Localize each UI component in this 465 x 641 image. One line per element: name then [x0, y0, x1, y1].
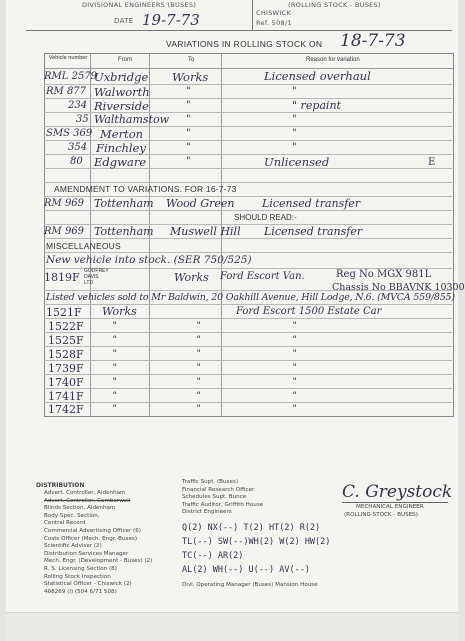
ditto-mark: " — [292, 335, 298, 345]
from-garage: Tottenham — [94, 197, 154, 210]
code-line: TL(--) SW(--)WH(2) W(2) HW(2) — [182, 537, 331, 547]
code-line: TC(--) AR(2) — [182, 551, 244, 561]
vehicle-number: 35 — [76, 114, 89, 125]
supplier: GODFREY DAVIS LTD — [84, 268, 109, 286]
to-destination: " — [186, 100, 191, 111]
to-destination: " — [186, 114, 191, 125]
row-rule — [44, 318, 452, 319]
to-destination: Works — [172, 70, 209, 84]
list-item: Advert. Controller, Aldenham — [44, 490, 126, 496]
ditto-mark: " — [196, 377, 202, 387]
list-item: Costs Officer (Mech. Engr.-Buses) — [44, 535, 138, 542]
new-vehicle-note: New vehicle into stock. (SER 750/525) — [46, 254, 252, 266]
from-garage: Finchley — [96, 141, 146, 155]
ditto-mark: " — [292, 404, 298, 414]
to-destination: Wood Green — [166, 197, 235, 210]
ditto-mark: " — [292, 363, 298, 373]
vehicle-number: SMS 369 — [46, 128, 93, 139]
row-rule — [44, 182, 452, 183]
col-header-to: To — [188, 57, 195, 63]
vehicle-number: 1521F — [46, 306, 82, 319]
row-rule — [44, 238, 452, 239]
list-item: Blinds Section, Aldenham — [44, 505, 116, 512]
vehicle-number: RM 969 — [44, 226, 85, 237]
vehicle-description: Ford Escort Van. — [220, 271, 305, 282]
from-garage: Uxbridge — [94, 70, 149, 84]
ditto-mark: " — [292, 377, 298, 387]
code-line: AL(2) WH(--) U(--) AV(--) — [182, 565, 310, 575]
list-item: Advert. Controller, Camberwell — [44, 497, 131, 504]
vehicle-number: 234 — [68, 100, 88, 111]
ditto-mark: " — [196, 349, 202, 359]
reason: Licensed transfer — [262, 197, 361, 210]
form-title-date: 18-7-73 — [340, 31, 406, 51]
signature-rule — [342, 502, 448, 503]
misc-heading: MISCELLANEOUS — [46, 241, 121, 251]
vehicle-number: 1742F — [48, 403, 84, 416]
list-item: Traffic Supt. (Buses) — [182, 479, 238, 485]
col-header-reason: Reason for variation — [306, 57, 360, 63]
form-title: VARIATIONS IN ROLLING STOCK ON — [166, 39, 323, 49]
list-item: Distribution Services Manager — [44, 550, 129, 557]
from-garage: Riverside — [94, 99, 149, 113]
header-place: CHISWICK — [256, 9, 292, 17]
to-destination: Muswell Hill — [170, 225, 241, 238]
ditto-mark: " — [112, 321, 118, 331]
registration: Reg No MGX 981L — [336, 269, 432, 280]
ditto-mark: " — [112, 404, 118, 414]
ditto-mark: " — [112, 377, 118, 387]
vehicle-number: 354 — [68, 142, 88, 153]
signature: C. Greystock — [342, 482, 453, 502]
to-destination: Works — [174, 271, 209, 284]
to-destination: " — [186, 86, 191, 97]
from-garage: Edgware — [94, 155, 147, 169]
list-item: Body Spec. Section, — [44, 512, 100, 519]
list-item: Central Record — [44, 520, 86, 527]
list-item: 408269 (I) (504 6/71 508) — [44, 588, 117, 595]
list-item: Scientific Adviser (2) — [44, 543, 102, 550]
list-item: Mech. Engr. (Development - Buses) (2) — [44, 558, 153, 565]
list-item: Commercial Advertising Officer (6) — [44, 528, 141, 534]
vehicle-description: Ford Escort 1500 Estate Car — [236, 306, 382, 317]
row-rule — [44, 374, 452, 375]
list-item: R. S. Licensing Section (8) — [44, 566, 117, 572]
reason: " repaint — [292, 99, 341, 112]
vehicle-number: 1741F — [48, 390, 84, 403]
row-rule — [44, 402, 452, 403]
distribution-footer: Divl. Operating Manager (Buses) Mansion House — [182, 582, 318, 588]
ditto-mark: " — [196, 321, 202, 331]
list-item: District Engineers — [182, 509, 232, 516]
reason: " — [292, 86, 297, 97]
date-label: DATE — [114, 17, 134, 25]
should-read-note: SHOULD READ:- — [234, 213, 297, 222]
ditto-mark: " — [196, 404, 202, 414]
vehicle-number: RM 969 — [44, 198, 85, 209]
list-item: Financial Research Officer — [182, 486, 255, 493]
list-item: Statistical Officer - Chiswick (2) — [44, 581, 132, 588]
ditto-mark: " — [196, 335, 202, 345]
vehicle-number: 1528F — [48, 348, 84, 361]
from-location: Works — [102, 305, 137, 318]
reason: Licensed overhaul — [264, 69, 371, 83]
ditto-mark: " — [196, 391, 202, 401]
row-rule — [44, 332, 452, 333]
ditto-mark: " — [112, 391, 118, 401]
amendment-heading: AMENDMENT TO VARIATIONS. FOR 16-7-73 — [54, 184, 237, 194]
sold-vehicles-note: Listed vehicles sold to Mr Baldwin, 20 Oakhill Avenue, Hill Lodge, N.6. (MVCA 559/855) — [46, 292, 455, 303]
reason: " — [292, 114, 297, 125]
vehicle-number: 1740F — [48, 376, 84, 389]
vehicle-number: 80 — [70, 156, 83, 167]
reason: Unlicensed — [264, 155, 330, 169]
from-garage: Walworth — [94, 85, 150, 99]
from-garage: Merton — [100, 127, 144, 141]
from-garage: Walthamstow — [94, 113, 170, 126]
distribution-heading: DISTRIBUTION — [36, 482, 85, 489]
row-rule — [44, 346, 452, 347]
row-rule — [44, 360, 452, 361]
to-destination: " — [186, 128, 191, 139]
chassis-number: Chassis No BBAVNK 10300 — [332, 282, 465, 293]
signatory-department: (ROLLING STOCK - BUSES) — [344, 512, 418, 518]
header-section: (ROLLING STOCK - BUSES) — [288, 1, 381, 9]
to-destination: " — [186, 142, 191, 153]
page-bottom-margin — [6, 612, 458, 641]
header-department: DIVISIONAL ENGINEERS (BUSES) — [82, 1, 197, 9]
date-value: 19-7-73 — [142, 11, 200, 29]
code-line: Q(2) NX(--) T(2) HT(2) R(2) — [182, 523, 321, 533]
ditto-mark: " — [292, 349, 298, 359]
vehicle-number: 1525F — [48, 334, 84, 347]
col-header-from: From — [118, 57, 132, 63]
vehicle-number: 1819F — [44, 271, 80, 284]
vehicle-number: RM 877 — [46, 86, 87, 97]
ditto-mark: " — [292, 321, 298, 331]
row-rule — [44, 388, 452, 389]
header-ref: Ref. 508/1 — [256, 19, 292, 27]
reason: " — [292, 142, 297, 153]
list-item: Traffic Auditor, Griffith House — [182, 501, 264, 508]
row-rule — [44, 252, 452, 253]
header-rule — [45, 68, 453, 69]
ditto-mark: " — [292, 391, 298, 401]
reason: Licensed transfer — [264, 225, 363, 238]
col-header-vehicle: Vehicle number — [48, 55, 88, 61]
document-page — [6, 0, 465, 640]
col-divider — [90, 54, 91, 416]
ditto-mark: " — [196, 363, 202, 373]
ditto-mark: " — [112, 349, 118, 359]
vehicle-number: RML 2579 — [44, 71, 98, 82]
signatory-title: MECHANICAL ENGINEER — [356, 504, 424, 510]
list-item: Rolling Stock Inspection — [44, 573, 111, 580]
ditto-mark: " — [112, 363, 118, 373]
reason-code: E — [428, 157, 436, 168]
reason: " — [292, 128, 297, 139]
to-destination: " — [186, 156, 191, 167]
vehicle-number: 1739F — [48, 362, 84, 375]
from-garage: Tottenham — [94, 225, 154, 238]
ditto-mark: " — [112, 335, 118, 345]
list-item: Schedules Supt. Bunce — [182, 494, 247, 501]
row-rule — [44, 210, 452, 211]
vehicle-number: 1522F — [48, 320, 84, 333]
